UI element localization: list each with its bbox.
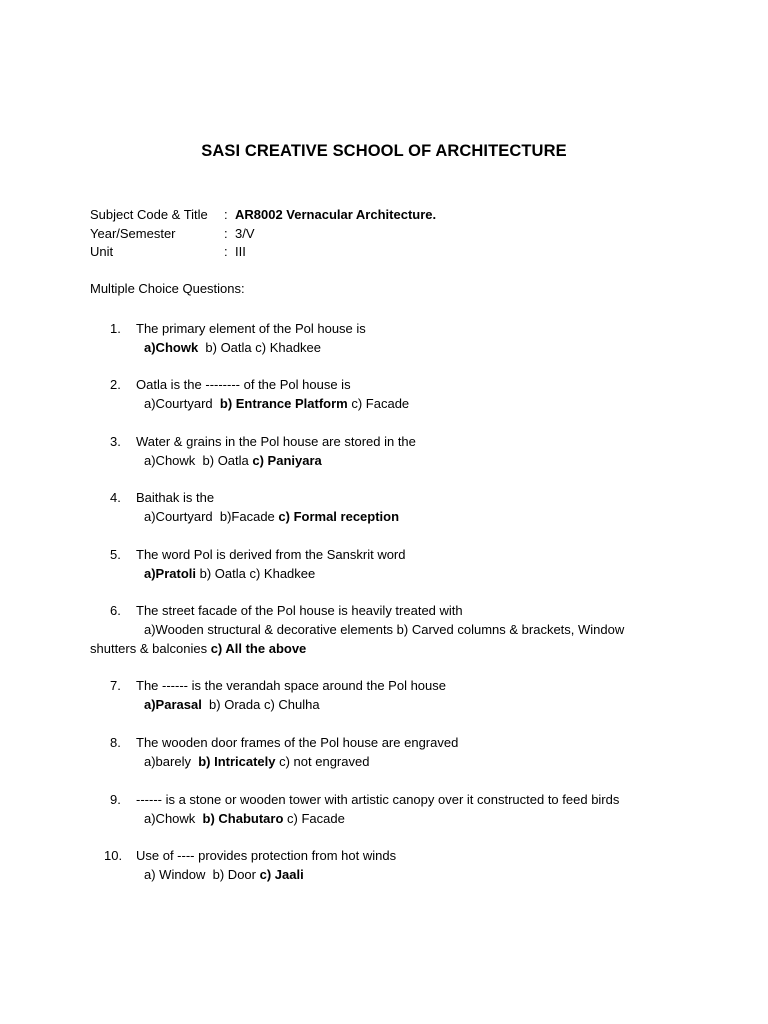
answer-option-correct: c) Paniyara xyxy=(252,453,322,468)
question-options xyxy=(144,451,322,470)
question-stem: The ------ is the verandah space around the Pol house xyxy=(136,678,447,693)
document-title: SASI CREATIVE SCHOOL OF ARCHITECTURE xyxy=(201,142,567,160)
question-number: 5. xyxy=(110,547,121,562)
question-options xyxy=(144,338,321,357)
answer-option-text: c) not engraved xyxy=(275,754,370,769)
question-stem: Water & grains in the Pol house are stored in the xyxy=(136,434,416,449)
meta-subject xyxy=(90,206,436,224)
question-options-continued xyxy=(90,639,306,658)
question-stem: The street facade of the Pol house is heavily treated with xyxy=(136,603,463,618)
answer-option-text: b) Orada c) Chulha xyxy=(201,697,320,712)
meta-label: Unit xyxy=(90,244,114,259)
answer-option-text: c) Facade xyxy=(347,396,410,411)
question-number: 2. xyxy=(110,377,121,392)
question-stem: The wooden door frames of the Pol house are engraved xyxy=(136,735,459,750)
question-stem: The word Pol is derived from the Sanskrit word xyxy=(136,547,406,562)
meta-colon: : xyxy=(224,207,228,222)
meta-year xyxy=(90,225,255,243)
mcq-heading: Multiple Choice Questions: xyxy=(90,281,245,296)
answer-option-correct: b) Chabutaro xyxy=(202,811,284,826)
answer-option-text: a) Window b) Door xyxy=(144,867,260,882)
answer-option-text: b) Oatla c) Khadkee xyxy=(198,340,322,355)
meta-colon: : xyxy=(224,226,228,241)
meta-colon: : xyxy=(224,244,228,259)
answer-option-text: c) Facade xyxy=(283,811,345,826)
answer-option-correct: c) Formal reception xyxy=(278,509,400,524)
answer-option-text: shutters & balconies xyxy=(90,641,211,656)
question-number: 9. xyxy=(110,792,121,807)
answer-option-text: a)Courtyard xyxy=(144,396,220,411)
meta-value: 3/V xyxy=(235,226,255,241)
meta-value: III xyxy=(235,244,246,259)
question-number: 8. xyxy=(110,735,121,750)
answer-option-text: b) Oatla c) Khadkee xyxy=(196,566,316,581)
question-number: 3. xyxy=(110,434,121,449)
answer-option-text: a)Chowk b) Oatla xyxy=(144,453,253,468)
question-stem: Oatla is the -------- of the Pol house is xyxy=(136,377,351,392)
answer-option-correct: a)Chowk xyxy=(144,340,199,355)
question-options xyxy=(144,564,315,583)
question-stem: The primary element of the Pol house is xyxy=(136,321,366,336)
question-stem: ------ is a stone or wooden tower with artistic canopy over it constructed to feed birds xyxy=(136,792,620,807)
question-options xyxy=(144,809,345,828)
question-number: 10. xyxy=(104,848,123,863)
answer-option-text: a)Courtyard b)Facade xyxy=(144,509,279,524)
question-stem: Baithak is the xyxy=(136,490,215,505)
question-number: 1. xyxy=(110,321,121,336)
question-options xyxy=(144,507,399,526)
answer-option-correct: b) Entrance Platform xyxy=(219,396,348,411)
question-options xyxy=(144,752,369,771)
question-options xyxy=(144,695,320,714)
answer-option-correct: c) All the above xyxy=(210,641,307,656)
question-number: 7. xyxy=(110,678,121,693)
question-options xyxy=(144,865,304,884)
answer-option-correct: c) Jaali xyxy=(259,867,304,882)
meta-label: Year/Semester xyxy=(90,226,176,241)
answer-option-correct: a)Pratoli xyxy=(144,566,197,581)
answer-option-text: a)barely xyxy=(144,754,199,769)
question-options: a)Wooden structural & decorative elements b) Carved columns & brackets, Window xyxy=(144,622,625,637)
question-number: 6. xyxy=(110,603,121,618)
answer-option-correct: a)Parasal xyxy=(144,697,202,712)
answer-option-correct: b) Intricately xyxy=(198,754,276,769)
question-number: 4. xyxy=(110,490,121,505)
meta-value: AR8002 Vernacular Architecture. xyxy=(235,207,437,222)
meta-unit xyxy=(90,243,246,261)
meta-label: Subject Code & Title xyxy=(90,207,208,222)
answer-option-text: a)Chowk xyxy=(144,811,203,826)
question-stem: Use of ---- provides protection from hot winds xyxy=(136,848,397,863)
question-options xyxy=(144,394,409,413)
